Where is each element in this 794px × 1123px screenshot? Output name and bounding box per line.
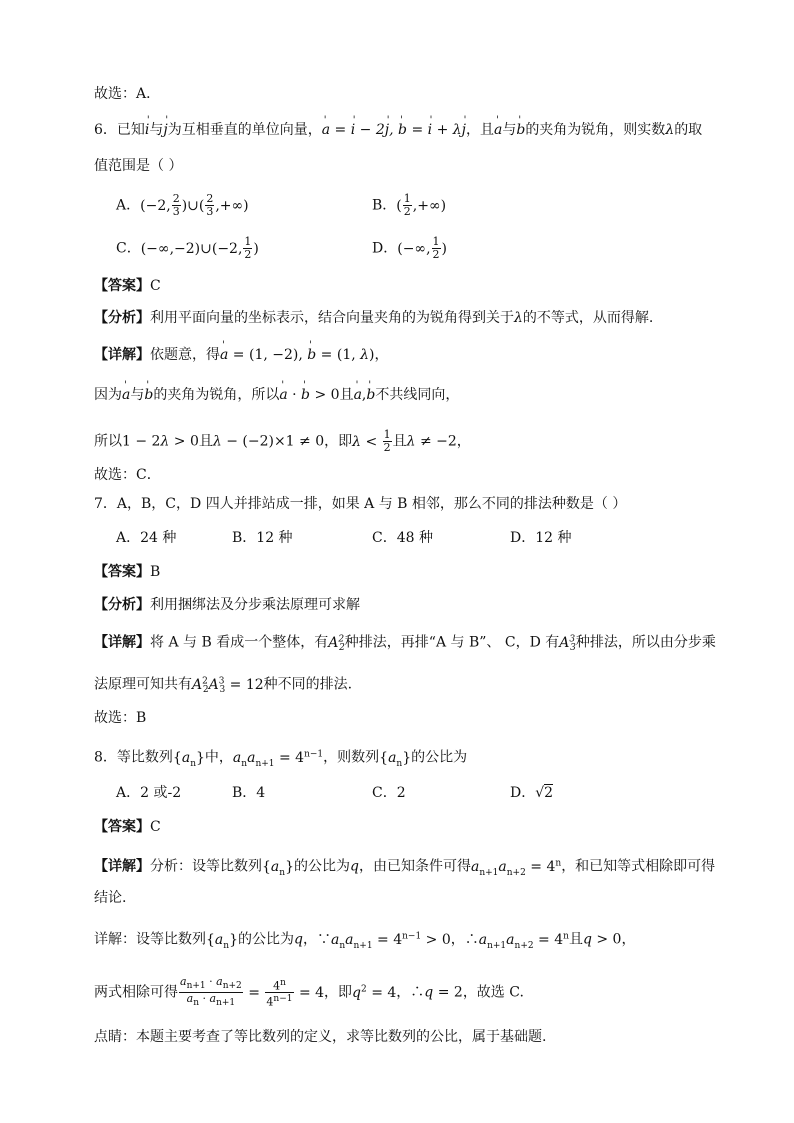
formula: 1 − 2λ > 0 bbox=[122, 433, 199, 450]
formula: ∴q = 2 bbox=[410, 984, 463, 1001]
text-seg: 故选：C． bbox=[94, 467, 161, 483]
formula: $\{a_n\}$ bbox=[172, 749, 205, 769]
detail-8-line2 bbox=[94, 888, 126, 908]
text-seg: ，由已知条件可得 bbox=[358, 858, 471, 875]
formula: λ − (−2)×1 ≠ 0 bbox=[212, 433, 325, 450]
formula: (−∞,−2)∪(−2, $\frac{1}{2}$ ) bbox=[140, 235, 259, 261]
text-seg: 所以 bbox=[94, 433, 122, 450]
answer-6 bbox=[94, 276, 161, 296]
option-label: B． bbox=[372, 197, 397, 214]
formula: (−∞, $\frac{1}{2}$ ) bbox=[397, 235, 448, 261]
text-seg: ，且 bbox=[465, 122, 494, 138]
answer-7 bbox=[94, 562, 160, 582]
detail-tag: 【详解】 bbox=[94, 858, 150, 875]
text-seg: 结论. bbox=[94, 890, 127, 906]
formula: $\{a_n\}$ bbox=[206, 931, 238, 951]
detail-6-line3 bbox=[94, 429, 471, 454]
option-text: B．12 种 bbox=[232, 530, 293, 546]
vec-a: ' a bbox=[122, 385, 130, 405]
formula: $q^2 = 4$ bbox=[352, 984, 397, 1001]
question-7-stem bbox=[94, 494, 626, 514]
vec-b: ' b bbox=[516, 120, 525, 140]
option-7a bbox=[116, 528, 176, 548]
formula: $A^3_3$ bbox=[559, 634, 576, 654]
vec-i: ' i bbox=[145, 120, 149, 140]
detail-tag: 【详解】 bbox=[94, 347, 150, 363]
text-seg: 种排法，再排“A 与 B”、 C，D 有 bbox=[344, 634, 560, 651]
option-text: D．12 种 bbox=[510, 530, 572, 546]
detail-tag: 【详解】 bbox=[94, 634, 150, 651]
formula: q > 0 bbox=[582, 931, 622, 948]
detail-7-line1 bbox=[94, 629, 716, 658]
select-6 bbox=[94, 465, 161, 485]
option-text: C．2 bbox=[372, 785, 406, 801]
option-7c bbox=[372, 528, 433, 548]
text-seg: ，故选 C. bbox=[462, 984, 524, 1001]
text-seg: 且 bbox=[568, 931, 583, 948]
formula: ' a · ' b > 0 bbox=[279, 387, 339, 403]
formula: $A^2_2A^3_3 = 12$ bbox=[192, 676, 264, 696]
option-text: A．2 或-2 bbox=[116, 785, 182, 801]
option-7b bbox=[232, 528, 293, 548]
text-seg: ， bbox=[456, 433, 471, 450]
text-seg: 值范围是（ ） bbox=[94, 158, 183, 174]
answer-value: B bbox=[150, 564, 161, 580]
text-seg: 法原理可知共有 bbox=[94, 676, 192, 693]
question-6-stem bbox=[94, 120, 702, 140]
text-seg: 点睛：本题主要考查了等比数列的定义，求等比数列的公比，属于基础题. bbox=[94, 1029, 547, 1045]
detail-8-line4 bbox=[94, 976, 524, 1009]
text-seg: 详解：设等比数列 bbox=[94, 931, 206, 948]
formula: q bbox=[350, 858, 359, 875]
option-label: D． bbox=[372, 240, 398, 257]
formula: $a_{n+1}a_{n+2} = 4^n$ bbox=[470, 858, 562, 878]
select-text: 故选：A． bbox=[94, 86, 161, 102]
option-text: A．24 种 bbox=[116, 530, 177, 546]
analysis-6 bbox=[94, 308, 653, 328]
option-6c bbox=[116, 236, 259, 261]
text-seg: 8．等比数列 bbox=[94, 749, 173, 766]
text-seg: 的不等式，从而得解. bbox=[522, 310, 654, 326]
text-seg: 两式相除可得 bbox=[94, 984, 178, 1001]
text-seg: 的公比为 bbox=[238, 931, 294, 948]
detail-8-line1 bbox=[94, 853, 715, 882]
text-seg: 的夹角为锐角，则实数 bbox=[525, 122, 666, 138]
text-seg: 不共线同向， bbox=[375, 387, 460, 403]
formula: $\{a_n\}$ bbox=[262, 858, 294, 878]
formula: ' a = (1, −2), ' b = (1, λ) bbox=[220, 347, 374, 363]
formula: λ ≠ −2 bbox=[406, 433, 457, 450]
formula: (−2, $\frac{2}{3}$ )∪( $\frac{2}{3}$ ,+∞) bbox=[140, 192, 249, 218]
vec-b: ' b bbox=[144, 385, 153, 405]
text-seg: ，即 bbox=[324, 984, 353, 1001]
formula: ( $\frac{1}{2}$ ,+∞) bbox=[396, 192, 447, 218]
answer-tag: 【答案】 bbox=[94, 819, 150, 835]
text-seg: ， bbox=[396, 984, 411, 1001]
text-seg: 种不同的排法. bbox=[263, 676, 353, 693]
text-seg: 利用平面向量的坐标表示，结合向量夹角的为锐角得到关于 bbox=[150, 310, 514, 326]
formula: $\therefore a_{n+1}a_{n+2} = 4^n$ bbox=[464, 931, 569, 951]
lambda: λ bbox=[514, 310, 523, 326]
text-seg: 且 bbox=[198, 433, 213, 450]
option-text: B．4 bbox=[232, 785, 266, 801]
text-seg: 分析：设等比数列 bbox=[150, 858, 262, 875]
analysis-7 bbox=[94, 595, 360, 615]
formula: $a_na_{n+1} = 4^{n-1}$ bbox=[232, 749, 324, 769]
detail-6-line2 bbox=[94, 385, 459, 405]
text-seg: 将 A 与 B 看成一个整体，有 bbox=[150, 634, 329, 651]
text-seg: 利用捆绑法及分步乘法原理可求解 bbox=[150, 597, 360, 613]
text-seg: ， bbox=[302, 931, 317, 948]
answer-tag: 【答案】 bbox=[94, 278, 150, 294]
formula: ' a = ' i − 2' j, ' b = ' i + λ' j bbox=[322, 122, 466, 138]
option-label: A． bbox=[116, 197, 141, 214]
option-8c bbox=[372, 783, 406, 803]
text-seg: ，即 bbox=[324, 433, 353, 450]
formula: ' a,' b bbox=[354, 387, 376, 403]
detail-6-line1: 【详解】依题意，得' a = (1, −2), ' b = (1, λ)， bbox=[94, 345, 388, 365]
detail-7-line2 bbox=[94, 671, 352, 700]
text-seg: 与 bbox=[130, 387, 145, 403]
text-seg: 且 bbox=[339, 387, 354, 403]
text-seg: 且 bbox=[392, 433, 407, 450]
text-seg: 的公比为 bbox=[411, 749, 468, 766]
detail-8-line3 bbox=[94, 926, 635, 955]
formula: q bbox=[294, 931, 303, 948]
formula: $\frac{a_{n+1} \cdot a_{n+2}}{a_n \cdot a_{n+1}}$ = $\frac{4^n}{4^{n-1}}$ = 4 bbox=[180, 975, 325, 1009]
question-6-stem-2 bbox=[94, 156, 182, 176]
option-6d bbox=[372, 236, 447, 261]
text-seg: ， bbox=[450, 931, 465, 948]
option-text: C．48 种 bbox=[372, 530, 433, 546]
analysis-tag: 【分析】 bbox=[94, 597, 150, 613]
select-7 bbox=[94, 708, 146, 728]
formula: $\because a_na_{n+1} = 4^{n-1} > 0$ bbox=[316, 931, 451, 951]
text-seg: 中， bbox=[204, 749, 233, 766]
text-line bbox=[94, 84, 160, 104]
analysis-tag: 【分析】 bbox=[94, 310, 150, 326]
text-seg: 的取 bbox=[674, 122, 703, 138]
option-label: C． bbox=[116, 240, 141, 257]
text-seg: ，则数列 bbox=[323, 749, 380, 766]
text-seg: 6．已知 bbox=[94, 122, 145, 138]
formula: $A^2_2$ bbox=[328, 634, 345, 654]
option-8b bbox=[232, 783, 265, 803]
option-6b bbox=[372, 193, 446, 218]
text-seg: 的公比为 bbox=[294, 858, 350, 875]
formula: √2 bbox=[535, 785, 554, 801]
option-8d bbox=[510, 783, 553, 803]
text-seg: 与 bbox=[149, 122, 164, 138]
text-seg: ，和已知等式相除即可得 bbox=[561, 858, 716, 875]
formula: $\{a_n\}$ bbox=[379, 749, 412, 769]
answer-8 bbox=[94, 817, 161, 837]
text-seg: 因为 bbox=[94, 387, 122, 403]
formula: λ < $\frac{1}{2}$ bbox=[352, 428, 391, 454]
text-seg: 与 bbox=[502, 122, 517, 138]
option-8a bbox=[116, 783, 181, 803]
note-8 bbox=[94, 1027, 546, 1047]
text-seg: ， bbox=[621, 931, 636, 948]
text-seg: 7．A，B，C，D 四人并排站成一排，如果 A 与 B 相邻，那么不同的排法种数是（ ） bbox=[94, 496, 627, 512]
text-seg: 的夹角为锐角，所以 bbox=[153, 387, 280, 403]
text-seg: 种排法，所以由分步乘 bbox=[575, 634, 716, 651]
option-7d bbox=[510, 528, 572, 548]
answer-value: C bbox=[150, 819, 161, 835]
question-8-stem bbox=[94, 744, 467, 773]
text-seg: 为互相垂直的单位向量， bbox=[167, 122, 322, 138]
text-seg: 故选：B bbox=[94, 710, 147, 726]
option-6a bbox=[116, 193, 249, 218]
answer-value: C bbox=[150, 278, 161, 294]
answer-tag: 【答案】 bbox=[94, 564, 150, 580]
text-seg: 依题意，得 bbox=[150, 347, 220, 363]
vec-j: ' j bbox=[163, 120, 167, 140]
lambda: λ bbox=[665, 122, 675, 138]
vec-a: ' a bbox=[494, 120, 502, 140]
option-label: D． bbox=[510, 785, 536, 801]
